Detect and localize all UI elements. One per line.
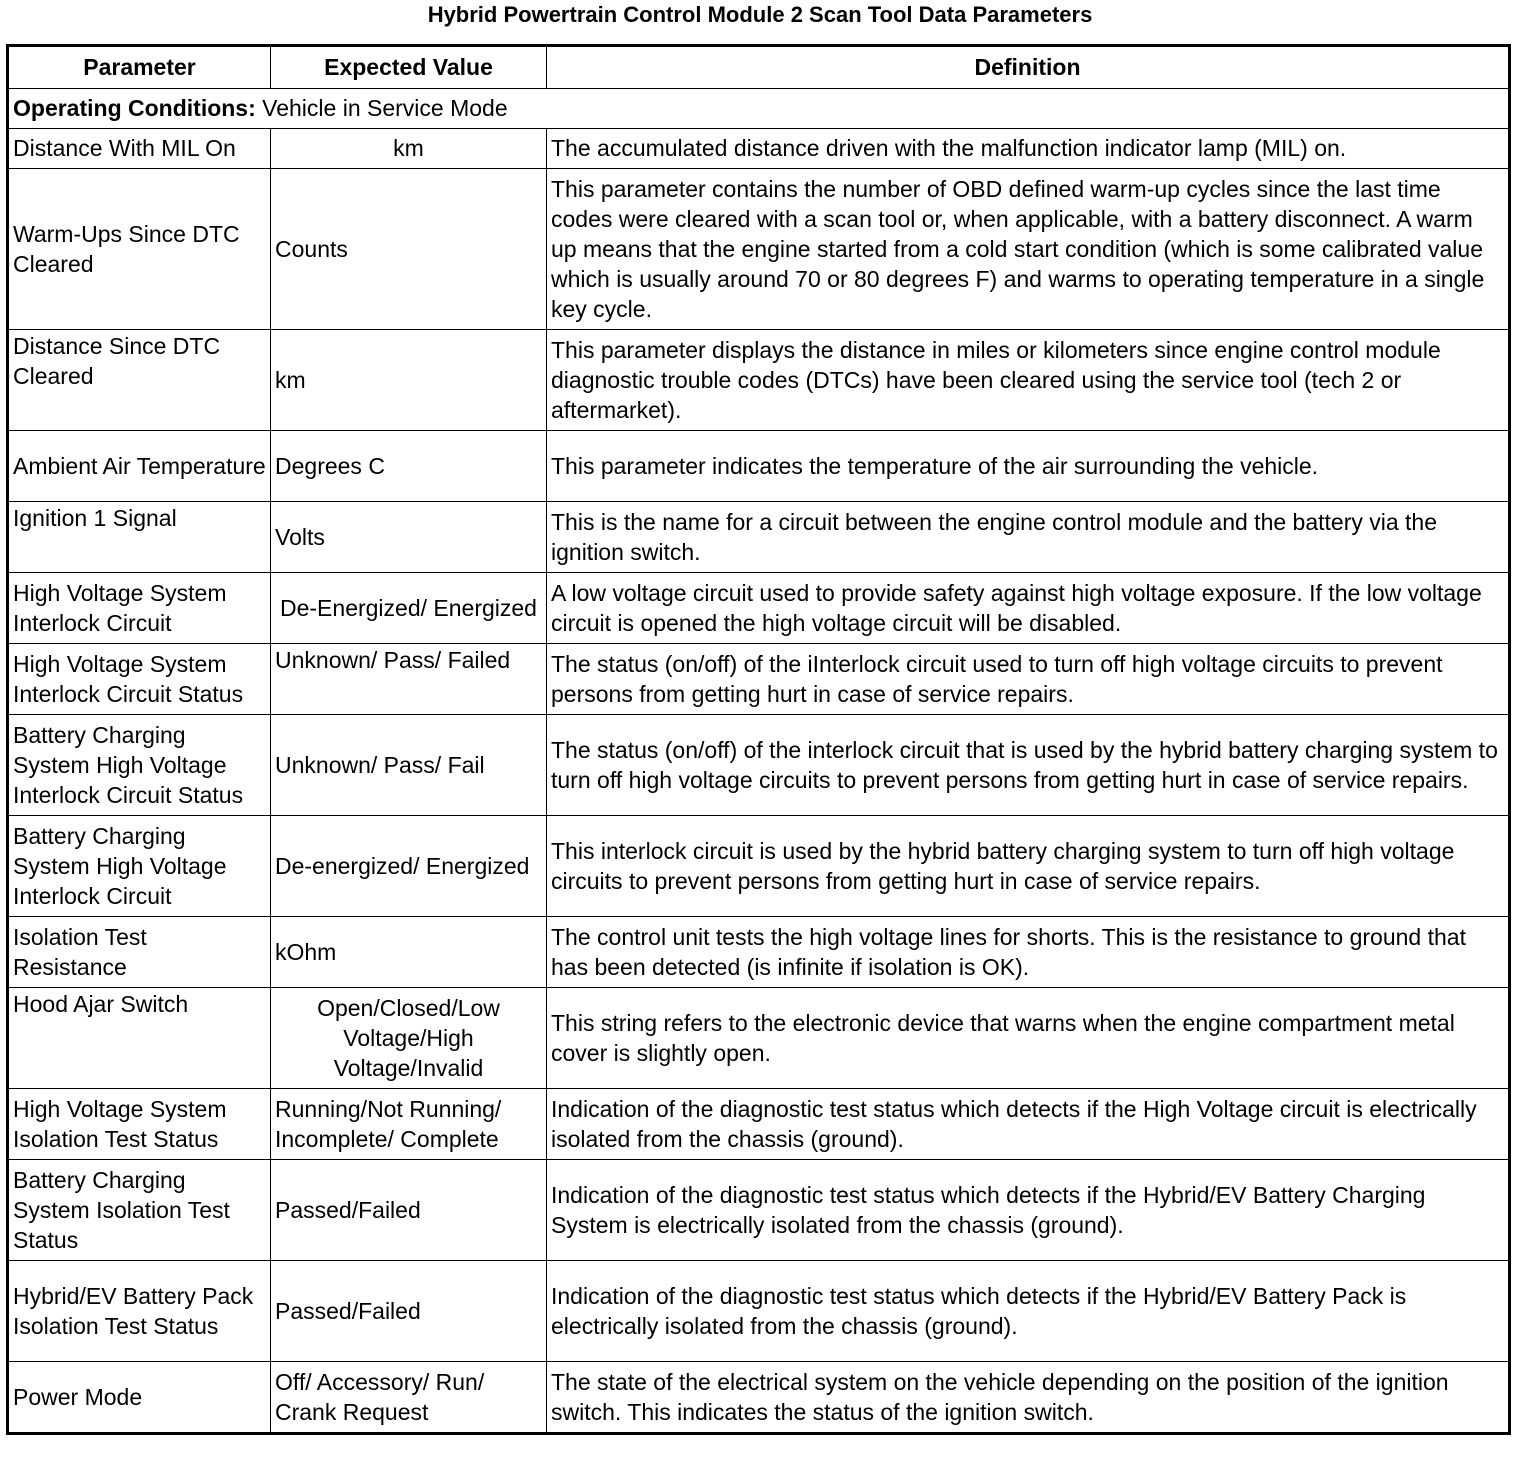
cell-definition: Indication of the diagnostic test status which detects if the Hybrid/EV Battery Pack is electrically isolated from the chassis (ground).: [547, 1261, 1510, 1362]
table-row: [8, 129, 1510, 169]
cell-definition: A low voltage circuit used to provide safety against high voltage exposure. If the low voltage circuit is opened the high voltage circuit will be disabled.: [547, 573, 1510, 644]
cell-definition: Indication of the diagnostic test status which detects if the Hybrid/EV Battery Charging System is electrically isolated from the chassis (ground).: [547, 1160, 1510, 1261]
table-row: [8, 1089, 1510, 1160]
cell-definition: The state of the electrical system on the vehicle depending on the position of the ignition switch. This indicates the status of the ignition switch.: [547, 1362, 1510, 1434]
operating-conditions-label: Operating Conditions:: [13, 95, 256, 121]
cell-definition: This interlock circuit is used by the hybrid battery charging system to turn off high voltage circuits to prevent persons from getting hurt in case of service repairs.: [547, 816, 1510, 917]
table-row: [8, 330, 1510, 431]
cell-parameter: Power Mode: [8, 1362, 271, 1434]
cell-parameter: Distance With MIL On: [8, 129, 271, 169]
cell-parameter: Battery Charging System Isolation Test Status: [8, 1160, 271, 1261]
cell-expected-value: Counts: [271, 169, 547, 330]
cell-definition: This parameter displays the distance in miles or kilometers since engine control module diagnostic trouble codes (DTCs) have been cleared using the service tool (tech 2 or aftermarket).: [547, 330, 1510, 431]
operating-conditions: [8, 89, 1510, 129]
cell-expected-value: Unknown/ Pass/ Failed: [271, 644, 547, 715]
cell-parameter: Battery Charging System High Voltage Interlock Circuit Status: [8, 715, 271, 816]
table-row: [8, 917, 1510, 988]
parameters-table: [6, 44, 1511, 1435]
table-row: [8, 1261, 1510, 1362]
page-title: Hybrid Powertrain Control Module 2 Scan Tool Data Parameters: [427, 2, 1093, 27]
cell-definition: The control unit tests the high voltage lines for shorts. This is the resistance to ground that has been detected (is infinite if isolation is OK).: [547, 917, 1510, 988]
cell-parameter: Battery Charging System High Voltage Interlock Circuit: [8, 816, 271, 917]
cell-parameter: Ambient Air Temperature: [8, 431, 271, 502]
header-expected-value: Expected Value: [271, 46, 547, 89]
cell-definition: The accumulated distance driven with the malfunction indicator lamp (MIL) on.: [547, 129, 1510, 169]
cell-parameter: High Voltage System Isolation Test Status: [8, 1089, 271, 1160]
cell-parameter: Hood Ajar Switch: [8, 988, 271, 1089]
table-row: [8, 816, 1510, 917]
cell-expected-value: Unknown/ Pass/ Fail: [271, 715, 547, 816]
cell-parameter: Isolation Test Resistance: [8, 917, 271, 988]
header-parameter: Parameter: [8, 46, 271, 89]
cell-expected-value: Degrees C: [271, 431, 547, 502]
cell-expected-value: km: [271, 129, 547, 169]
table-row: [8, 1160, 1510, 1261]
header-definition: Definition: [547, 46, 1510, 89]
cell-expected-value: De-Energized/ Energized: [271, 573, 547, 644]
cell-expected-value: Volts: [271, 502, 547, 573]
cell-parameter: Ignition 1 Signal: [8, 502, 271, 573]
cell-expected-value: Passed/Failed: [271, 1261, 547, 1362]
cell-expected-value: Passed/Failed: [271, 1160, 547, 1261]
cell-parameter: High Voltage System Interlock Circuit Status: [8, 644, 271, 715]
cell-definition: This string refers to the electronic device that warns when the engine compartment metal cover is slightly open.: [547, 988, 1510, 1089]
cell-expected-value: km: [271, 330, 547, 431]
cell-definition: This parameter contains the number of OBD defined warm-up cycles since the last time codes were cleared with a scan tool or, when applicable, with a battery disconnect. A warm up means that the engine started from a cold start condition (which is some calibrated value which is usually around 70 or 80 degrees F) and warms to operating temperature in a single key cycle.: [547, 169, 1510, 330]
cell-parameter: High Voltage System Interlock Circuit: [8, 573, 271, 644]
cell-definition: The status (on/off) of the iInterlock circuit used to turn off high voltage circuits to prevent persons from getting hurt in case of service repairs.: [547, 644, 1510, 715]
operating-conditions-row: [8, 89, 1510, 129]
table-row: [8, 1362, 1510, 1434]
cell-definition: This parameter indicates the temperature of the air surrounding the vehicle.: [547, 431, 1510, 502]
table-row: [8, 573, 1510, 644]
cell-expected-value: Open/Closed/Low Voltage/High Voltage/Invalid: [271, 988, 547, 1089]
operating-conditions-value: Vehicle in Service Mode: [255, 95, 508, 121]
cell-parameter: Warm-Ups Since DTC Cleared: [8, 169, 271, 330]
table-row: [8, 169, 1510, 330]
table-row: [8, 988, 1510, 1089]
cell-definition: The status (on/off) of the interlock circuit that is used by the hybrid battery charging system to turn off high voltage circuits to prevent persons from getting hurt in case of service repairs.: [547, 715, 1510, 816]
table-row: [8, 715, 1510, 816]
cell-definition: This is the name for a circuit between the engine control module and the battery via the ignition switch.: [547, 502, 1510, 573]
cell-expected-value: Off/ Accessory/ Run/ Crank Request: [271, 1362, 547, 1434]
cell-expected-value: Running/Not Running/ Incomplete/ Complete: [271, 1089, 547, 1160]
table-row: [8, 431, 1510, 502]
header-row: [8, 46, 1510, 89]
cell-parameter: Distance Since DTC Cleared: [8, 330, 271, 431]
cell-parameter: Hybrid/EV Battery Pack Isolation Test Status: [8, 1261, 271, 1362]
table-row: [8, 502, 1510, 573]
cell-expected-value: kOhm: [271, 917, 547, 988]
cell-definition: Indication of the diagnostic test status which detects if the High Voltage circuit is electrically isolated from the chassis (ground).: [547, 1089, 1510, 1160]
table-row: [8, 644, 1510, 715]
cell-expected-value: De-energized/ Energized: [271, 816, 547, 917]
